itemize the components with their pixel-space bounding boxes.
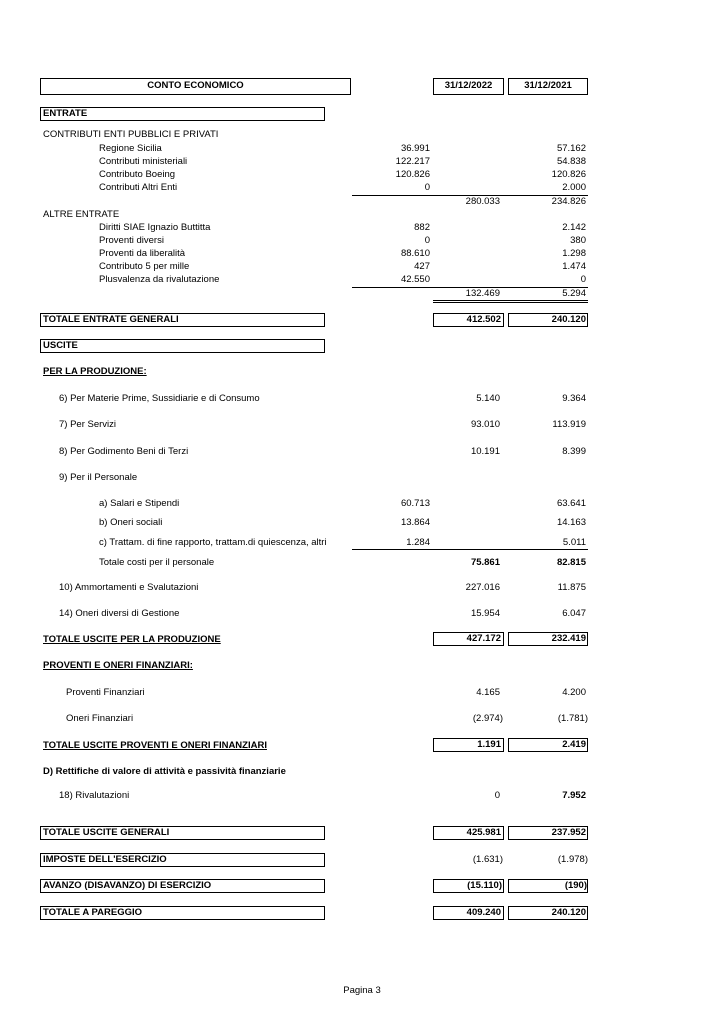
rivalutazioni-label: 18) Rivalutazioni — [59, 790, 130, 801]
altre-value-2022: 42.550 — [400, 274, 430, 285]
produzione-title: PER LA PRODUZIONE: — [43, 366, 147, 377]
pareggio-label: TOTALE A PAREGGIO — [43, 907, 143, 918]
altre-label: Diritti SIAE Ignazio Buttitta — [99, 222, 211, 233]
divider-line — [352, 549, 588, 550]
trattam-label: c) Trattam. di fine rapporto, trattam.di quiescenza, altri — [99, 537, 327, 548]
totale-uscite-generali-label: TOTALE USCITE GENERALI — [43, 827, 170, 838]
altre-value-2021: 380 — [570, 235, 586, 246]
oneri-diversi-2022: 15.954 — [470, 608, 500, 619]
pareggio-2021: 240.120 — [551, 907, 586, 918]
altre-subtotal-2022: 132.469 — [465, 288, 500, 299]
materie-2021: 9.364 — [562, 393, 586, 404]
contributi-title: CONTRIBUTI ENTI PUBBLICI E PRIVATI — [43, 129, 219, 140]
totale-produzione-label: TOTALE USCITE PER LA PRODUZIONE — [43, 634, 221, 645]
altre-value-2021: 1.474 — [562, 261, 586, 272]
salari-2022: 60.713 — [400, 498, 430, 509]
section-title-uscite: USCITE — [43, 340, 78, 351]
oneri-finanziari-2021: (1.781) — [557, 713, 588, 724]
totale-personale-label: Totale costi per il personale — [99, 557, 215, 568]
double-underline — [433, 302, 588, 303]
altre-subtotal-2021: 5.294 — [562, 288, 586, 299]
contributi-value-2022: 0 — [424, 182, 430, 193]
contributi-label: Contributo Boeing — [99, 169, 176, 180]
totale-finanziari-label: TOTALE USCITE PROVENTI E ONERI FINANZIARI — [43, 740, 267, 751]
rettifiche-title: D) Rettifiche di valore di attività e passività finanziarie — [43, 766, 286, 777]
servizi-2021: 113.919 — [552, 419, 586, 430]
double-underline — [433, 300, 588, 301]
header-col1: 31/12/2022 — [444, 80, 493, 91]
proventi-finanziari-label: Proventi Finanziari — [66, 687, 145, 698]
rivalutazioni-2021: 7.952 — [562, 790, 586, 801]
altre-value-2022: 0 — [424, 235, 430, 246]
oneri-finanziari-2022: (2.974) — [472, 713, 503, 724]
totale-entrate-2021: 240.120 — [551, 314, 586, 325]
pareggio-2022: 409.240 — [466, 907, 501, 918]
oneri-sociali-2021: 14.163 — [556, 517, 586, 528]
contributi-label: Contributi Altri Enti — [99, 182, 178, 193]
avanzo-label: AVANZO (DISAVANZO) DI ESERCIZIO — [43, 880, 212, 891]
trattam-2021: 5.011 — [562, 537, 586, 548]
godimento-2022: 10.191 — [470, 446, 500, 457]
servizi-2022: 93.010 — [470, 419, 500, 430]
imposte-2022: (1.631) — [472, 854, 503, 865]
servizi-label: 7) Per Servizi — [59, 419, 117, 430]
ammortamenti-2022: 227.016 — [465, 582, 500, 593]
contributi-subtotal-2021: 234.826 — [551, 196, 586, 207]
contributi-value-2022: 36.991 — [400, 143, 430, 154]
imposte-2021: (1.978) — [557, 854, 588, 865]
page-number: Pagina 3 — [343, 985, 381, 996]
altre-value-2022: 882 — [414, 222, 430, 233]
altre-label: Proventi da liberalità — [99, 248, 186, 259]
altre-value-2022: 88.610 — [400, 248, 430, 259]
contributi-label: Contributi ministeriali — [99, 156, 188, 167]
totale-finanziari-2021: 2.419 — [562, 739, 586, 750]
contributi-value-2021: 57.162 — [556, 143, 586, 154]
section-title-entrate: ENTRATE — [43, 108, 88, 119]
totale-entrate-2022: 412.502 — [466, 314, 501, 325]
contributi-value-2022: 120.826 — [395, 169, 430, 180]
trattam-2022: 1.284 — [406, 537, 430, 548]
salari-2021: 63.641 — [556, 498, 586, 509]
oneri-sociali-label: b) Oneri sociali — [99, 517, 163, 528]
altre-entrate-title: ALTRE ENTRATE — [43, 209, 120, 220]
materie-label: 6) Per Materie Prime, Sussidiarie e di Consumo — [59, 393, 260, 404]
ammortamenti-label: 10) Ammortamenti e Svalutazioni — [59, 582, 199, 593]
contributi-value-2021: 2.000 — [562, 182, 586, 193]
contributi-label: Regione Sicilia — [99, 143, 162, 154]
altre-value-2022: 427 — [414, 261, 430, 272]
altre-value-2021: 2.142 — [562, 222, 586, 233]
totale-personale-2021: 82.815 — [556, 557, 586, 568]
header-col2: 31/12/2021 — [524, 80, 572, 91]
contributi-value-2021: 54.838 — [556, 156, 586, 167]
materie-2022: 5.140 — [476, 393, 500, 404]
avanzo-2021: (190) — [564, 880, 587, 891]
oneri-diversi-label: 14) Oneri diversi di Gestione — [59, 608, 180, 619]
oneri-sociali-2022: 13.864 — [400, 517, 430, 528]
altre-value-2021: 1.298 — [562, 248, 586, 259]
godimento-label: 8) Per Godimento Beni di Terzi — [59, 446, 189, 457]
totale-personale-2022: 75.861 — [470, 557, 500, 568]
godimento-2021: 8.399 — [562, 446, 586, 457]
personale-title: 9) Per il Personale — [59, 472, 138, 483]
contributi-value-2022: 122.217 — [395, 156, 430, 167]
altre-value-2021: 0 — [580, 274, 586, 285]
salari-label: a) Salari e Stipendi — [99, 498, 180, 509]
totale-entrate-label: TOTALE ENTRATE GENERALI — [43, 314, 179, 325]
rivalutazioni-2022: 0 — [494, 790, 500, 801]
altre-label: Contributo 5 per mille — [99, 261, 190, 272]
ammortamenti-2021: 11.875 — [557, 582, 586, 593]
oneri-diversi-2021: 6.047 — [562, 608, 586, 619]
finanziari-title: PROVENTI E ONERI FINANZIARI: — [43, 660, 193, 671]
avanzo-2022: (15.110) — [467, 880, 502, 891]
proventi-finanziari-2022: 4.165 — [476, 687, 500, 698]
imposte-label: IMPOSTE DELL'ESERCIZIO — [43, 854, 167, 865]
totale-uscite-generali-2022: 425.981 — [466, 827, 501, 838]
totale-produzione-2022: 427.172 — [466, 633, 501, 644]
altre-label: Proventi diversi — [99, 235, 164, 246]
totale-uscite-generali-2021: 237.952 — [551, 827, 586, 838]
page-title: CONTO ECONOMICO — [147, 80, 244, 91]
section-box-uscite — [40, 339, 325, 353]
totale-finanziari-2022: 1.191 — [477, 739, 501, 750]
contributi-subtotal-2022: 280.033 — [465, 196, 500, 207]
contributi-value-2021: 120.826 — [551, 169, 586, 180]
oneri-finanziari-label: Oneri Finanziari — [66, 713, 134, 724]
totale-produzione-2021: 232.419 — [551, 633, 586, 644]
proventi-finanziari-2021: 4.200 — [562, 687, 586, 698]
altre-label: Plusvalenza da rivalutazione — [99, 274, 220, 285]
